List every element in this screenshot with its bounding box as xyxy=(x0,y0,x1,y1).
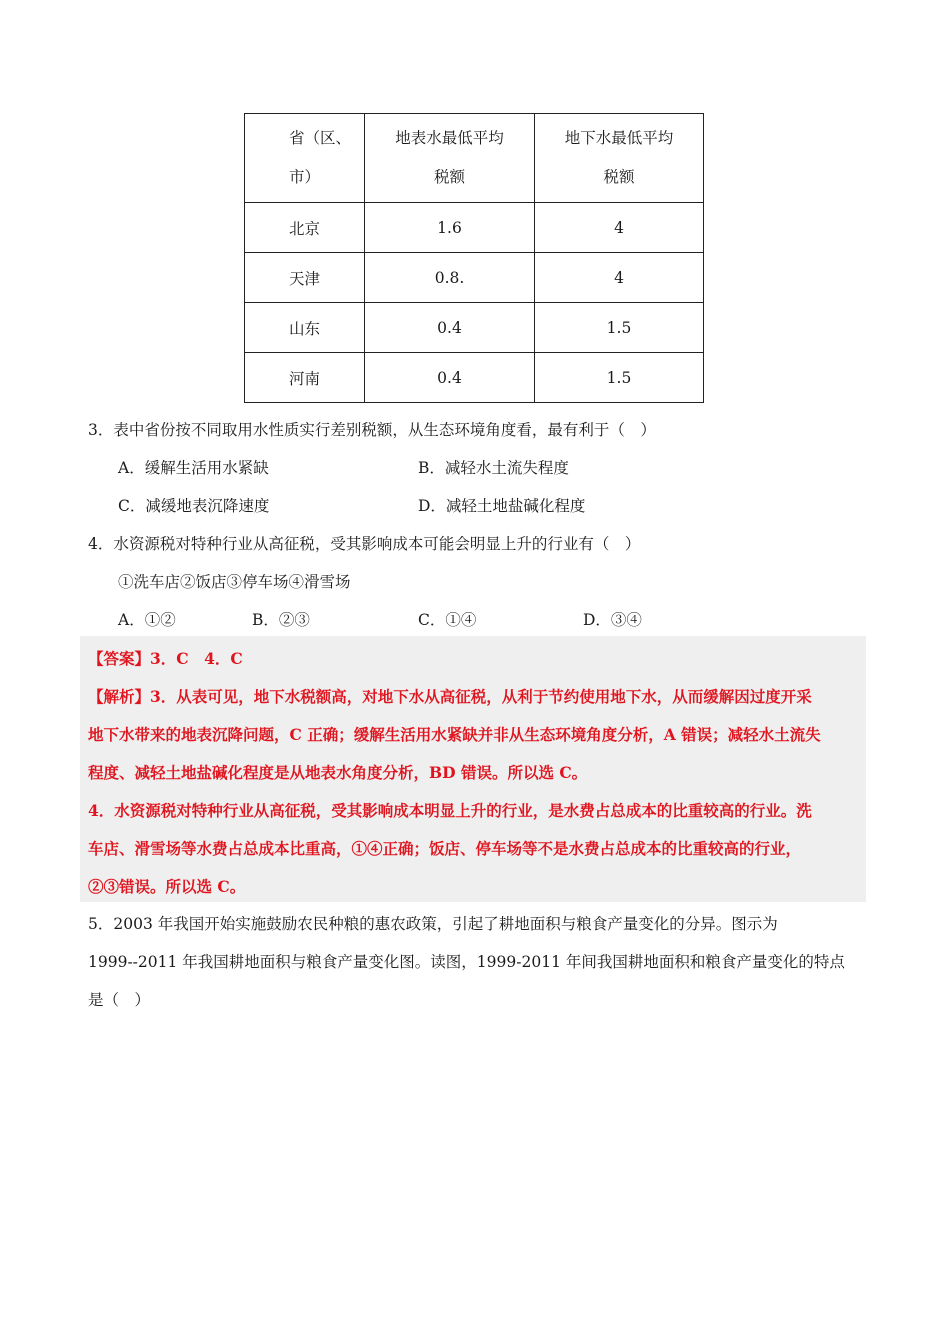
table-row xyxy=(245,303,704,353)
table-cell: 1.6 xyxy=(365,203,535,253)
q4-option-c: C．①④ xyxy=(418,611,477,629)
q4-option-a: A．①② xyxy=(118,611,176,629)
table-cell: 1.5 xyxy=(535,353,704,403)
header-province: 省（区、 市） xyxy=(245,114,365,203)
analysis-label: 【解析】 xyxy=(88,687,151,706)
table-cell: 0.4 xyxy=(365,303,535,353)
analysis-line: ②③错误。所以选 C。 xyxy=(88,877,246,896)
water-tax-table xyxy=(244,113,704,403)
q5-line: 是（ ） xyxy=(88,991,151,1009)
table-row xyxy=(245,253,704,303)
header-surface-water: 地表水最低平均 税额 xyxy=(365,114,535,203)
answer-text: 3．C 4．C xyxy=(150,649,243,668)
table-cell: 山东 xyxy=(245,303,365,353)
analysis-line: 程度、减轻土地盐碱化程度是从地表水角度分析，BD 错误。所以选 C。 xyxy=(88,763,588,782)
table-row xyxy=(245,203,704,253)
q3-stem: 3．表中省份按不同取用水性质实行差别税额，从生态环境角度看，最有利于（ ） xyxy=(88,421,656,439)
q3-option-d: D．减轻土地盐碱化程度 xyxy=(418,497,586,515)
q3-option-a: A．缓解生活用水紧缺 xyxy=(118,459,269,477)
q4-items: ①洗车店②饭店③停车场④滑雪场 xyxy=(118,573,351,591)
q4-stem: 4．水资源税对特种行业从高征税，受其影响成本可能会明显上升的行业有（ ） xyxy=(88,535,641,553)
table-cell: 0.8. xyxy=(365,253,535,303)
q5-line: 5．2003 年我国开始实施鼓励农民种粮的惠农政策，引起了耕地面积与粮食产量变化的分异。图示为 xyxy=(88,915,778,933)
analysis-text: 3．从表可见，地下水税额高，对地下水从高征税，从利于节约使用地下水，从而缓解因过度开采 xyxy=(150,687,812,706)
table-cell: 河南 xyxy=(245,353,365,403)
answer-analysis-box xyxy=(80,636,866,902)
q5-line: 1999--2011 年我国耕地面积与粮食产量变化图。读图，1999-2011 年间我国耕地面积和粮食产量变化的特点 xyxy=(88,953,845,971)
header-groundwater: 地下水最低平均 税额 xyxy=(535,114,704,203)
analysis-line: 地下水带来的地表沉降问题，C 正确；缓解生活用水紧缺并非从生态环境角度分析，A 错误；减轻水土流失 xyxy=(88,725,821,744)
answer-label: 【答案】 xyxy=(88,649,151,668)
table-cell: 天津 xyxy=(245,253,365,303)
analysis-line: 车店、滑雪场等水费占总成本比重高，①④正确；饭店、停车场等不是水费占总成本的比重较高的行业， xyxy=(88,839,802,858)
table-cell: 北京 xyxy=(245,203,365,253)
analysis-line xyxy=(88,685,812,707)
table-cell: 4 xyxy=(535,203,704,253)
analysis-line: 4．水资源税对特种行业从高征税，受其影响成本明显上升的行业，是水费占总成本的比重较高的行业。洗 xyxy=(88,801,812,820)
table-header-row xyxy=(245,114,704,203)
table-row xyxy=(245,353,704,403)
answer-line xyxy=(88,647,243,669)
table-cell: 0.4 xyxy=(365,353,535,403)
q3-option-c: C．减缓地表沉降速度 xyxy=(118,497,270,515)
q3-option-b: B．减轻水土流失程度 xyxy=(418,459,569,477)
table-cell: 4 xyxy=(535,253,704,303)
q4-option-d: D．③④ xyxy=(583,611,642,629)
q4-option-b: B．②③ xyxy=(252,611,310,629)
table-cell: 1.5 xyxy=(535,303,704,353)
